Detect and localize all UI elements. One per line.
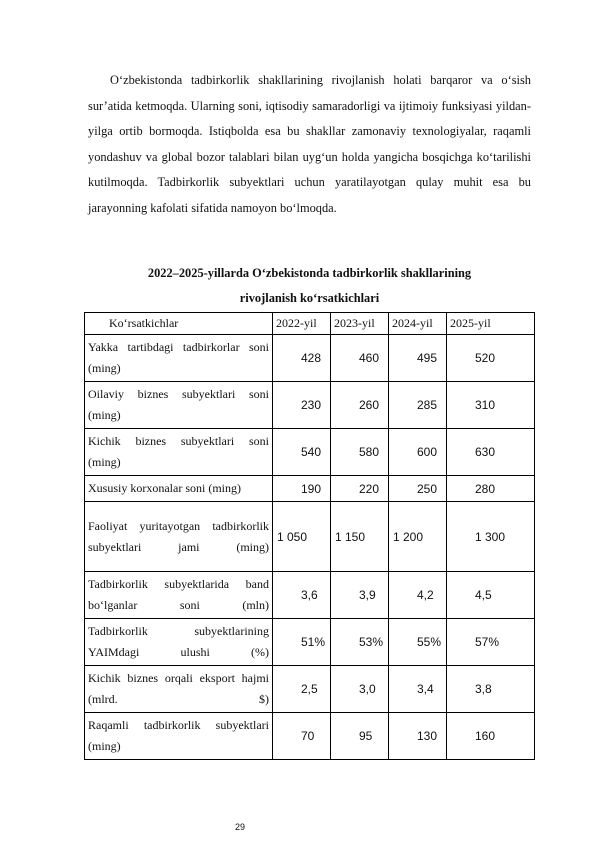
cell-value: 520: [447, 335, 535, 382]
cell-value: 53%: [331, 619, 389, 666]
table-row: [85, 713, 535, 760]
row-label: Kichik biznes subyektlari soni (ming): [85, 429, 273, 476]
body-paragraph: O‘zbekistonda tadbirkorlik shakllarining rivojlanish holati barqaror va o‘sish sur’atida ketmoqda. Ularning soni, iqtisodiy samaradorligi va ijtimoiy funksiyasi yildan-yilga ortib bormoqda. Istiqbolda esa bu shakllar zamonaviy texnologiyalar, raqamli yondashuv va global bozor talablari bilan uyg‘un holda yangicha bosqichga ko‘tarilishi kutilmoqda. Tadbirkorlik subyektlari uchun yaratilayotgan qulay muhit esa bu jarayonning kafolati sifatida namoyon bo‘lmoqda.: [88, 73, 531, 215]
cell-value: 51%: [273, 619, 331, 666]
table-row: [85, 666, 535, 713]
cell-value: 2,5: [273, 666, 331, 713]
cell-value: 95: [331, 713, 389, 760]
table-title-line1: 2022–2025-yillarda O‘zbekistonda tadbirkorlik shakllarining: [147, 266, 472, 280]
cell-value: 1 150: [331, 502, 389, 572]
cell-value: 540: [273, 429, 331, 476]
row-label: Faoliyat yuritayotgan tadbirkorlik subyektlari jami (ming): [85, 502, 273, 572]
cell-value: 230: [273, 382, 331, 429]
header-2025: 2025-yil: [447, 313, 535, 335]
row-label: Tadbirkorlik subyektlarining YAIMdagi ulushi (%): [85, 619, 273, 666]
cell-value: 1 200: [389, 502, 447, 572]
table-row: [85, 502, 535, 572]
cell-value: 220: [331, 476, 389, 502]
cell-value: 1 050: [273, 502, 331, 572]
cell-value: 428: [273, 335, 331, 382]
cell-value: 250: [389, 476, 447, 502]
cell-value: 4,5: [447, 572, 535, 619]
table-row: [85, 572, 535, 619]
cell-value: 57%: [447, 619, 535, 666]
table-title-line2: rivojlanish ko‘rsatkichlari: [239, 291, 380, 305]
cell-value: 310: [447, 382, 535, 429]
cell-value: 3,4: [389, 666, 447, 713]
table-row: [85, 429, 535, 476]
table-header-row: [85, 313, 535, 335]
cell-value: 3,0: [331, 666, 389, 713]
cell-value: 460: [331, 335, 389, 382]
row-label: Oilaviy biznes subyektlari soni (ming): [85, 382, 273, 429]
cell-value: 580: [331, 429, 389, 476]
header-2022: 2022-yil: [273, 313, 331, 335]
cell-value: 630: [447, 429, 535, 476]
table-row: [85, 476, 535, 502]
table-row: [85, 382, 535, 429]
cell-value: 600: [389, 429, 447, 476]
row-label: Raqamli tadbirkorlik subyektlari (ming): [85, 713, 273, 760]
table-row: [85, 335, 535, 382]
cell-value: 70: [273, 713, 331, 760]
cell-value: 1 300: [447, 502, 535, 572]
cell-value: 280: [447, 476, 535, 502]
table-row: [85, 619, 535, 666]
cell-value: 260: [331, 382, 389, 429]
cell-value: 3,8: [447, 666, 535, 713]
header-2023: 2023-yil: [331, 313, 389, 335]
row-label: Yakka tartibdagi tadbirkorlar soni (ming): [85, 335, 273, 382]
row-label: Tadbirkorlik subyektlarida band bo‘lganlar soni (mln): [85, 572, 273, 619]
header-indicators: Ko‘rsatkichlar: [85, 313, 273, 335]
page-number: 29: [235, 822, 246, 832]
cell-value: 495: [389, 335, 447, 382]
cell-value: 4,2: [389, 572, 447, 619]
row-label: Kichik biznes orqali eksport hajmi (mlrd. $): [85, 666, 273, 713]
header-2024: 2024-yil: [389, 313, 447, 335]
cell-value: 55%: [389, 619, 447, 666]
cell-value: 3,9: [331, 572, 389, 619]
cell-value: 3,6: [273, 572, 331, 619]
cell-value: 190: [273, 476, 331, 502]
cell-value: 130: [389, 713, 447, 760]
cell-value: 285: [389, 382, 447, 429]
indicators-table: [84, 312, 535, 760]
cell-value: 160: [447, 713, 535, 760]
row-label: Xususiy korxonalar soni (ming): [85, 476, 273, 502]
